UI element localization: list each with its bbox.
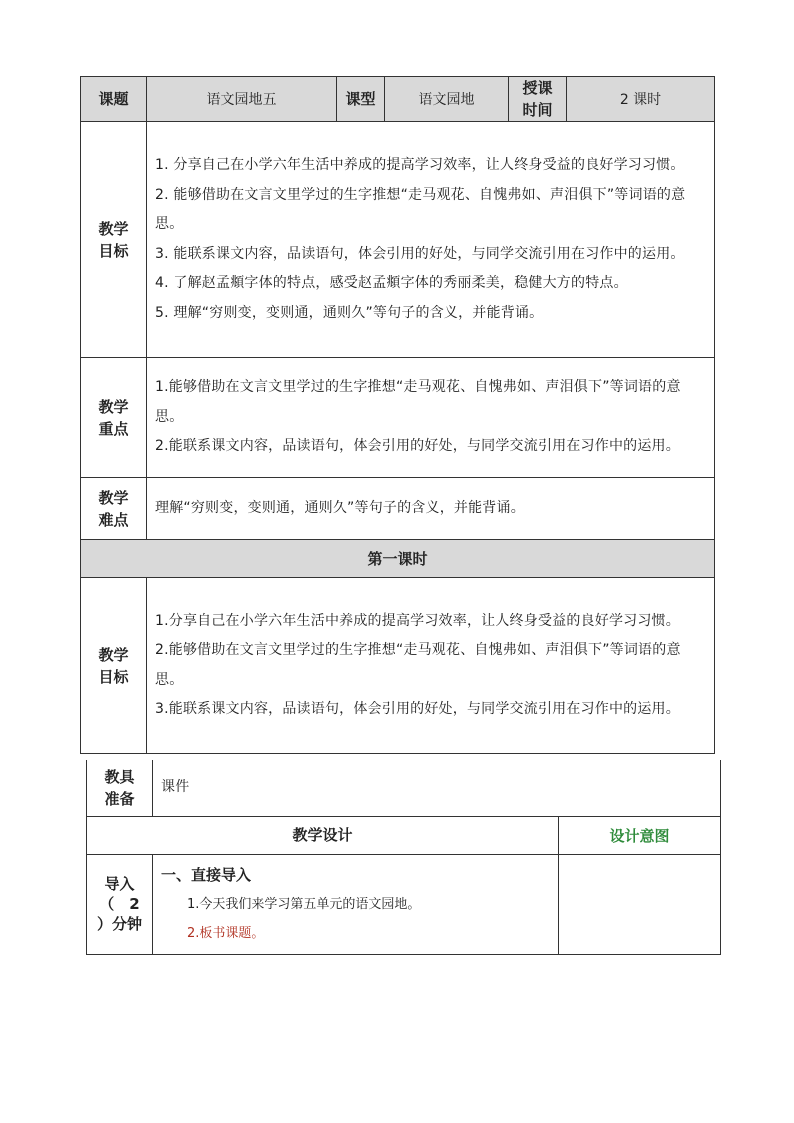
intro-section-title: 一、直接导入	[161, 865, 252, 884]
key-points-label-line2: 重点	[98, 419, 129, 438]
intro-label-line3: ）分钟	[96, 915, 142, 933]
topic-label: 课题	[81, 77, 147, 122]
intro-label	[87, 854, 153, 954]
lesson-goals-row	[81, 578, 715, 754]
intro-step: 2.板书课题。	[187, 925, 265, 941]
lesson-goal-item: 1.分享自己在小学六年生活中养成的提高学习效率，让人终身受益的良好学习习惯。	[155, 612, 680, 629]
design-header: 教学设计	[87, 816, 559, 854]
time-label-line1: 授课	[522, 79, 553, 97]
key-points-label-line1: 教学	[98, 397, 129, 416]
lesson-goals-label-line1: 教学	[98, 645, 129, 664]
type-label: 课型	[337, 77, 385, 122]
header-row	[81, 77, 715, 122]
topic-value: 语文园地五	[147, 77, 337, 122]
key-points-content	[147, 358, 715, 478]
difficulties-label-line2: 难点	[98, 510, 129, 529]
prep-label-line1: 教具	[104, 767, 135, 786]
teaching-design-table	[86, 760, 721, 955]
time-label-line2: 时间	[522, 101, 553, 119]
lesson-goals-label-line2: 目标	[98, 667, 129, 686]
intro-label-line2: （ 2	[99, 895, 140, 913]
type-value: 语文园地	[385, 77, 509, 122]
goal-item: 1. 分享自己在小学六年生活中养成的提高学习效率，让人终身受益的良好学习习惯。	[155, 157, 685, 173]
prep-value: 课件	[153, 760, 721, 816]
design-header-row	[87, 816, 721, 854]
lesson-goals-label	[81, 578, 147, 754]
goal-item: 3. 能联系课文内容，品读语句，体会引用的好处，与同学交流引用在习作中的运用。	[155, 245, 685, 262]
key-points-label	[81, 358, 147, 478]
intro-row	[87, 854, 721, 954]
lesson-plan-table	[80, 76, 715, 754]
key-point-item: 1.能够借助在文言文里学过的生字推想“走马观花、自愧弗如、声泪俱下”等词语的意思。	[155, 379, 681, 425]
time-value: 2 课时	[567, 77, 715, 122]
lesson-goal-item: 2.能够借助在文言文里学过的生字推想“走马观花、自愧弗如、声泪俱下”等词语的意思。	[155, 642, 681, 688]
prep-label	[87, 760, 153, 816]
intro-content	[153, 854, 559, 954]
time-label	[509, 77, 567, 122]
goals-row	[81, 122, 715, 358]
goals-label-line2: 目标	[98, 241, 129, 260]
intro-step: 1.今天我们来学习第五单元的语文园地。	[187, 896, 421, 912]
difficulties-label	[81, 478, 147, 540]
goal-item: 5. 理解“穷则变，变则通，通则久”等句子的含义，并能背诵。	[155, 304, 544, 321]
intro-intent	[559, 854, 721, 954]
difficulties-row	[81, 478, 715, 540]
key-point-item: 2.能联系课文内容，品读语句，体会引用的好处，与同学交流引用在习作中的运用。	[155, 438, 680, 455]
key-points-row	[81, 358, 715, 478]
intent-header: 设计意图	[559, 816, 721, 854]
goal-item: 4. 了解赵孟頫字体的特点，感受赵孟頫字体的秀丽柔美，稳健大方的特点。	[155, 275, 628, 291]
prep-label-line2: 准备	[104, 789, 135, 808]
goals-content	[147, 122, 715, 358]
lesson-goal-item: 3.能联系课文内容，品读语句，体会引用的好处，与同学交流引用在习作中的运用。	[155, 701, 680, 717]
goals-label-line1: 教学	[98, 219, 129, 238]
lesson-goals-content	[147, 578, 715, 754]
lesson-title: 第一课时	[81, 540, 715, 578]
goal-item: 2. 能够借助在文言文里学过的生字推想“走马观花、自愧弗如、声泪俱下”等词语的意思。	[155, 186, 686, 232]
lesson-title-row	[81, 540, 715, 578]
difficulties-content: 理解“穷则变，变则通，通则久”等句子的含义，并能背诵。	[147, 478, 715, 540]
intro-label-line1: 导入	[104, 875, 135, 893]
difficulties-label-line1: 教学	[98, 488, 129, 507]
goals-label	[81, 122, 147, 358]
prep-row	[87, 760, 721, 816]
